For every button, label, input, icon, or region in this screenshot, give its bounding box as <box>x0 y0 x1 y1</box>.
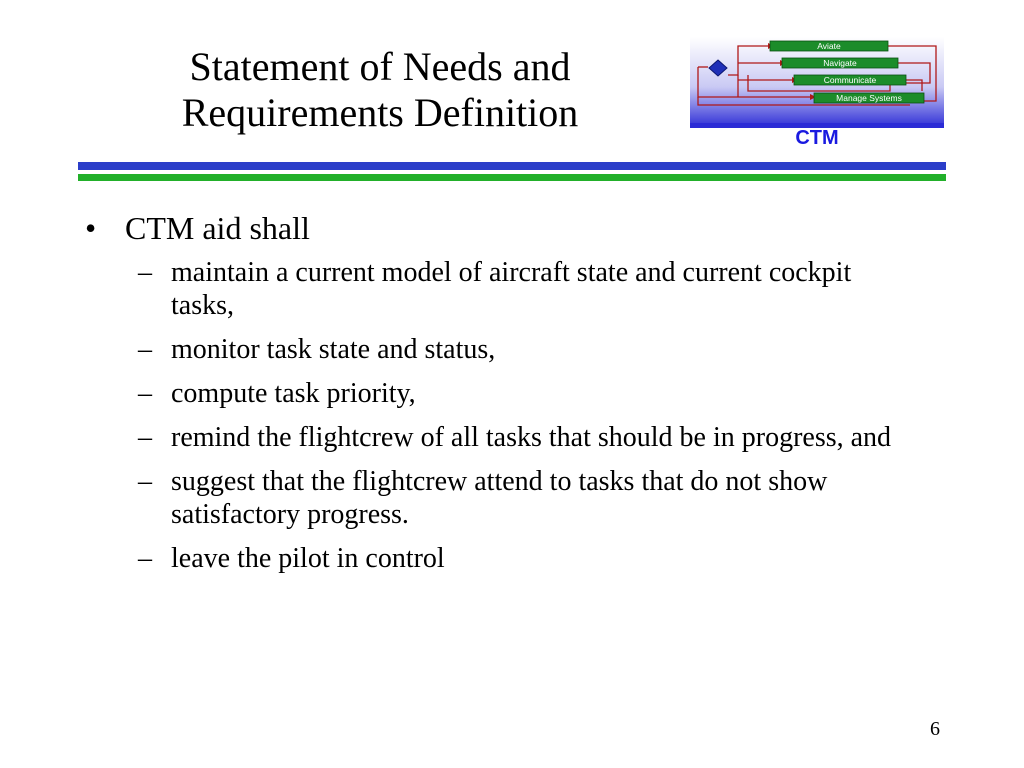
logo-caption: CTM <box>795 127 839 149</box>
slide-title <box>100 44 660 136</box>
sub-bullet-item <box>138 333 945 366</box>
logo-box-communicate-label: Communicate <box>823 75 877 85</box>
title-line-1: Statement of Needs and <box>189 44 571 89</box>
sub-bullet-marker: – <box>138 543 152 574</box>
sub-bullet-text: monitor task state and status, <box>171 334 496 365</box>
divider-blue <box>78 162 946 170</box>
main-bullet-text: CTM aid shall <box>125 210 310 246</box>
title-line-2: Requirements Definition <box>181 90 579 135</box>
sub-bullet-marker: – <box>138 257 152 288</box>
sub-bullet-text: compute task priority, <box>171 378 416 409</box>
sub-bullet-item <box>138 256 945 322</box>
sub-bullet-item <box>138 465 945 531</box>
bullet-marker: • <box>85 210 97 246</box>
sub-bullet-marker: – <box>138 378 152 409</box>
page-number: 6 <box>930 718 940 740</box>
logo-box-aviate-label: Aviate <box>817 41 841 51</box>
sub-bullet-marker: – <box>138 422 152 453</box>
sub-bullet-marker: – <box>138 466 152 497</box>
logo-box-navigate-label: Navigate <box>823 58 857 68</box>
sub-bullet-item <box>138 377 945 410</box>
sub-bullet-text: remind the flightcrew of all tasks that should be in progress, and <box>171 422 892 453</box>
main-bullet <box>85 208 945 248</box>
sub-bullet-marker: – <box>138 334 152 365</box>
sub-bullet-text: suggest that the flightcrew attend to tasks that do not show satisfactory progress. <box>171 466 828 530</box>
divider-green <box>78 174 946 181</box>
sub-bullet-text: leave the pilot in control <box>171 543 445 574</box>
sub-bullet-text: maintain a current model of aircraft state and current cockpit tasks, <box>171 257 852 321</box>
slide-body <box>85 208 945 586</box>
logo-box-manage-systems-label: Manage Systems <box>836 93 902 103</box>
sub-bullet-list <box>138 256 945 575</box>
sub-bullet-item <box>138 421 945 454</box>
sub-bullet-item <box>138 542 945 575</box>
